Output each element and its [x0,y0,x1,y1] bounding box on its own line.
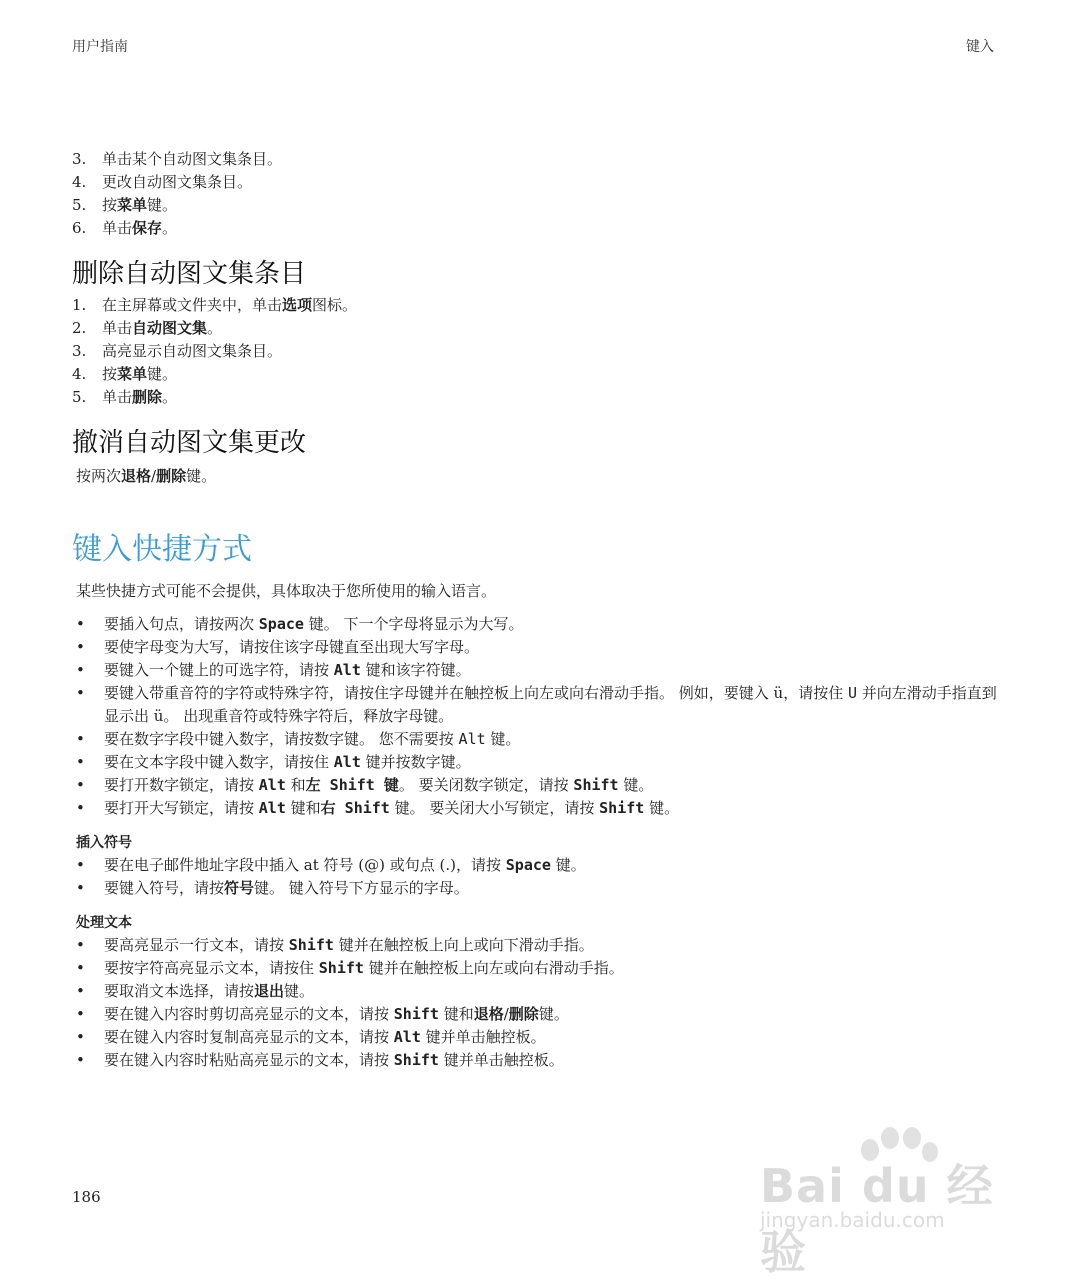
bold-term: Alt [258,776,286,794]
steps-delete [72,294,1002,409]
text-run: U [847,684,858,702]
bullet-item [72,934,1002,957]
text-run: 键。 [550,856,586,874]
step-number: 6. [72,219,87,237]
bullet-item [72,877,1002,900]
step-text [102,148,282,171]
baidu-watermark [720,1120,1020,1279]
shortcuts-list [72,613,1002,820]
text-run: 键。 键入符号下方显示的字母。 [254,879,469,897]
step-text [102,386,177,409]
text-run: 单击 [102,319,133,337]
bold-term: 左 Shift 键 [305,776,399,794]
bold-term: 退格 [121,467,152,485]
text-run: 键。 [618,776,654,794]
bold-term: 右 Shift [320,799,390,817]
text-run: / [503,1005,509,1023]
text-run: 要在文本字段中键入数字，请按住 [104,753,334,771]
bullet-item [72,682,1002,728]
bullet-item [72,980,1002,1003]
bullet-item [72,774,1002,797]
step-number: 5. [72,196,87,214]
step-number: 3. [72,342,87,360]
bold-term: Shift [599,799,645,817]
step-text [102,363,177,386]
text-run: 按 [102,196,118,214]
bullet-item [72,1026,1002,1049]
step-number: 2. [72,319,87,337]
text-run: 在主屏幕或文件夹中，单击 [102,296,283,314]
bold-term: Shift [573,776,619,794]
text-run: 单击 [102,388,133,406]
text-run: 键。 [147,365,178,383]
step-text [102,217,177,240]
text-run: 键。 [186,467,217,485]
step-text [102,317,222,340]
step-item [72,386,1002,409]
bold-term: 选项 [282,296,313,314]
bullet-item [72,659,1002,682]
bold-term: Shift [318,959,364,977]
shortcuts-intro: 某些快捷方式可能不会提供，具体取决于您所使用的输入语言。 [76,582,497,600]
bold-term: 菜单 [117,196,148,214]
text-run: 要打开大写锁定，请按 [104,799,259,817]
step-item [72,317,1002,340]
text-run: / [151,467,157,485]
bullet-item [72,613,1002,636]
bold-term: Alt [258,799,286,817]
heading-undo-autotext: 撤消自动图文集更改 [72,428,307,458]
symbols-list [72,854,1002,900]
text-run: 要插入句点，请按两次 [104,615,259,633]
bullet-item [72,854,1002,877]
bold-term: 退格 [473,1005,504,1023]
text-run: 要取消文本选择，请按 [104,982,255,1000]
bold-term: 退出 [254,982,285,1000]
header-doc-title: 用户指南 [72,39,128,55]
text-run: 要在电子邮件地址字段中插入 at 符号 (@) 或句点 (.)，请按 [104,856,506,874]
text-run: 单击某个自动图文集条目。 [102,150,283,168]
text-run: 要在键入内容时剪切高亮显示的文本，请按 [104,1005,394,1023]
text-run: 。 [162,219,178,237]
step-text [102,294,357,317]
text-run: 键并在触控板上向上或向下滑动手指。 [333,936,594,954]
text-run: 要在数字字段中键入数字，请按数字键。 您不需要按 [104,730,459,748]
text-run: 键。 [147,196,178,214]
text-list [72,934,1002,1072]
text-run: 键并在触控板上向左或向右滑动手指。 [363,959,624,977]
bold-term: Shift [393,1051,439,1069]
text-run: 要键入带重音符的字符或特殊字符，请按住字母键并在触控板上向左或向右滑动手指。 例如，要键入 ü，请按住 [104,684,848,702]
text-run: 要打开数字锁定，请按 [104,776,259,794]
bold-term: 符号 [224,879,255,897]
bullet-item [72,728,1002,751]
step-item [72,171,1002,194]
text-run: 高亮显示自动图文集条目。 [102,342,283,360]
text-run: 键。 [538,1005,569,1023]
text-run: 键并单击触控板。 [420,1028,546,1046]
text-run: 键。 下一个字母将显示为大写。 [303,615,524,633]
text-run: 要键入符号，请按 [104,879,225,897]
step-item [72,363,1002,386]
watermark-url: jingyan.baidu.com [760,1208,945,1232]
step-item [72,340,1002,363]
step-number: 4. [72,365,87,383]
heading-delete-autotext: 删除自动图文集条目 [72,259,307,289]
step-text [102,171,252,194]
text-run: 要按字符高亮显示文本，请按住 [104,959,319,977]
step-number: 5. [72,388,87,406]
bold-term: Space [505,856,551,874]
text-run: 。 [207,319,223,337]
text-run: 。 [162,388,178,406]
bullet-item [72,1003,1002,1026]
bullet-item [72,751,1002,774]
bold-term: 删除 [132,388,163,406]
text-run: 键。 [644,799,680,817]
bold-term: 菜单 [117,365,148,383]
heading-insert-symbols: 插入符号 [76,835,132,851]
undo-paragraph [76,465,1002,488]
header-chapter: 键入 [966,39,994,55]
text-run: 并向左滑动手指直到显示出 ü。 出现重音符或特殊字符后，释放字母键。 [104,684,997,725]
text-run: 键。 [284,982,315,1000]
bold-term: Alt [393,1028,421,1046]
text-run: 图标。 [312,296,358,314]
text-run: 键和 [438,1005,474,1023]
bold-term: Space [258,615,304,633]
text-run: 和 [285,776,306,794]
text-run: 要使字母变为大写，请按住该字母键直至出现大写字母。 [104,638,480,656]
text-run: 键。 要关闭大小写锁定，请按 [389,799,600,817]
bullet-item [72,636,1002,659]
step-item [72,217,1002,240]
step-number: 1. [72,296,87,314]
step-item [72,148,1002,171]
text-run: 更改自动图文集条目。 [102,173,253,191]
bullet-item [72,797,1002,820]
bold-term: 删除 [508,1005,539,1023]
bold-term: Shift [393,1005,439,1023]
step-text [102,340,282,363]
text-run: 要在键入内容时复制高亮显示的文本，请按 [104,1028,394,1046]
step-number: 4. [72,173,87,191]
text-run: 键和 [285,799,321,817]
text-run: 。 要关闭数字锁定，请按 [398,776,574,794]
bold-term: 删除 [156,467,187,485]
text-run: 要键入一个键上的可选字符，请按 [104,661,334,679]
bold-term: 保存 [132,219,163,237]
text-run: 键。 [485,730,521,748]
page-number: 186 [72,1188,101,1206]
bullet-item [72,1049,1002,1072]
page-content [72,148,1002,1072]
heading-handle-text: 处理文本 [76,915,132,931]
step-text [102,194,177,217]
step-number: 3. [72,150,87,168]
steps-top [72,148,1002,240]
bold-term: 自动图文集 [132,319,208,337]
text-run: 要高亮显示一行文本，请按 [104,936,289,954]
text-run: 键并单击触控板。 [438,1051,564,1069]
step-item [72,294,1002,317]
text-run: Alt [458,730,486,748]
text-run: 单击 [102,219,133,237]
text-run: 键并按数字键。 [360,753,471,771]
text-run: 要在键入内容时粘贴高亮显示的文本，请按 [104,1051,394,1069]
bold-term: Alt [333,661,361,679]
bold-term: Alt [333,753,361,771]
bullet-item [72,957,1002,980]
watermark-brand: Bai du 经验 [760,1159,994,1279]
text-run: 按 [102,365,118,383]
step-item [72,194,1002,217]
heading-typing-shortcuts: 键入快捷方式 [72,532,252,567]
text-run: 键和该字符键。 [360,661,471,679]
bold-term: Shift [288,936,334,954]
text-run: 按两次 [76,467,122,485]
